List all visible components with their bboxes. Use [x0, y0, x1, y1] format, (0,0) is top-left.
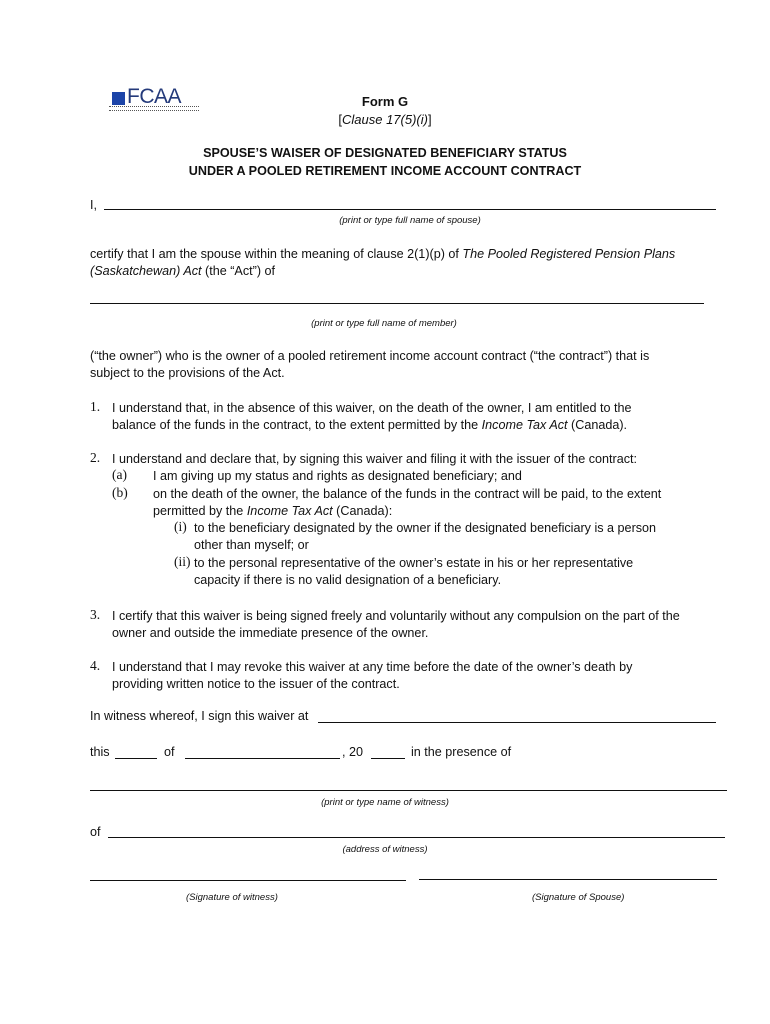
year-field[interactable] [371, 758, 405, 759]
witness-address-field[interactable] [108, 837, 725, 838]
item-1-number: 1. [90, 399, 101, 414]
spouse-signature-caption: (Signature of Spouse) [532, 892, 625, 903]
certify-text-1: certify that I am the spouse within the meaning of clause 2(1)(p) of [90, 247, 463, 261]
sub-item-b-label: (b) [112, 485, 128, 500]
witness-signature-caption: (Signature of witness) [186, 892, 278, 903]
heading-line-2: UNDER A POOLED RETIREMENT INCOME ACCOUNT CONTRACT [188, 164, 582, 178]
clause-close: ] [427, 112, 432, 127]
item-2-text: I understand and declare that, by signing this waiver and filing it with the issuer of the contract: [112, 452, 638, 466]
sub-item-i-label: (i) [174, 519, 187, 534]
presence-text: in the presence of [411, 745, 512, 759]
address-prefix: of [90, 825, 101, 839]
sub-item-i-text: to the beneficiary designated by the owner if the designated beneficiary is a person other than myself; or [194, 521, 657, 552]
logo-text: FCAA [127, 85, 182, 108]
item-2-number: 2. [90, 450, 101, 465]
income-tax-act-1: Income Tax Act [481, 418, 568, 432]
item-1-text [112, 400, 678, 434]
this-label: this [90, 745, 110, 759]
heading-line-1: SPOUSE’S WAISER OF DESIGNATED BENEFICIARY STATUS [203, 146, 567, 160]
sub-item-b-text-a: on the death of the owner, the balance of the funds in the contract will be paid, to the extent permitted by the [153, 487, 662, 518]
year-prefix: , 20 [342, 745, 364, 759]
sub-item-a-text: I am giving up my status and rights as designated beneficiary; and [153, 469, 522, 483]
sub-item-a-label: (a) [112, 467, 127, 482]
certify-paragraph [90, 246, 690, 280]
witness-sign-text: In witness whereof, I sign this waiver at [90, 709, 309, 723]
day-field[interactable] [115, 758, 157, 759]
item-4-number: 4. [90, 658, 101, 673]
spouse-prefix: I, [90, 198, 97, 212]
item-3-number: 3. [90, 607, 101, 622]
certify-text-2: (the “Act”) of [201, 264, 276, 278]
item-1-text-a: I understand that, in the absence of this waiver, on the death of the owner, I am entitled to the balance of the funds in the contract, to the extent permitted by the [112, 401, 632, 432]
act-name: The Pooled Registered Pension Plans (Saskatchewan) Act [90, 247, 676, 278]
member-name-field[interactable] [90, 303, 704, 304]
item-4-text: I understand that I may revoke this waiver at any time before the date of the owner’s death by providing written notice to the issuer of the contract. [112, 660, 633, 691]
of-label: of [164, 745, 175, 759]
sub-item-ii-text: to the personal representative of the owner’s estate in his or her representative capacity if there is no valid designation of a beneficiary. [194, 556, 634, 587]
witness-name-caption: (print or type name of witness) [321, 797, 449, 808]
sub-item-b-text [153, 486, 683, 520]
clause-open: [ [338, 112, 342, 127]
month-field[interactable] [185, 758, 340, 759]
item-1-text-b: (Canada). [567, 418, 628, 432]
clause-reference [0, 112, 770, 127]
witness-name-field[interactable] [90, 790, 727, 791]
sub-item-ii-label: (ii) [174, 554, 191, 569]
form-title: Form G [361, 94, 409, 109]
witness-address-caption: (address of witness) [342, 844, 428, 855]
item-3-text: I certify that this waiver is being signed freely and voluntarily without any compulsion on the part of the owner and outside the immediate presence of the owner. [112, 609, 680, 640]
owner-paragraph: (“the owner”) who is the owner of a pooled retirement income account contract (“the contract”) that is subject to the provisions of the Act. [90, 349, 650, 380]
income-tax-act-2: Income Tax Act [246, 504, 333, 518]
spouse-name-caption: (print or type full name of spouse) [339, 215, 481, 226]
spouse-name-field[interactable] [104, 209, 716, 210]
witness-signature-field[interactable] [90, 880, 406, 881]
spouse-signature-field[interactable] [419, 879, 717, 880]
sub-item-b-text-b: (Canada): [332, 504, 393, 518]
member-name-caption: (print or type full name of member) [311, 318, 457, 329]
waiver-location-field[interactable] [318, 722, 716, 723]
clause-text: Clause 17(5)(i) [342, 112, 428, 127]
